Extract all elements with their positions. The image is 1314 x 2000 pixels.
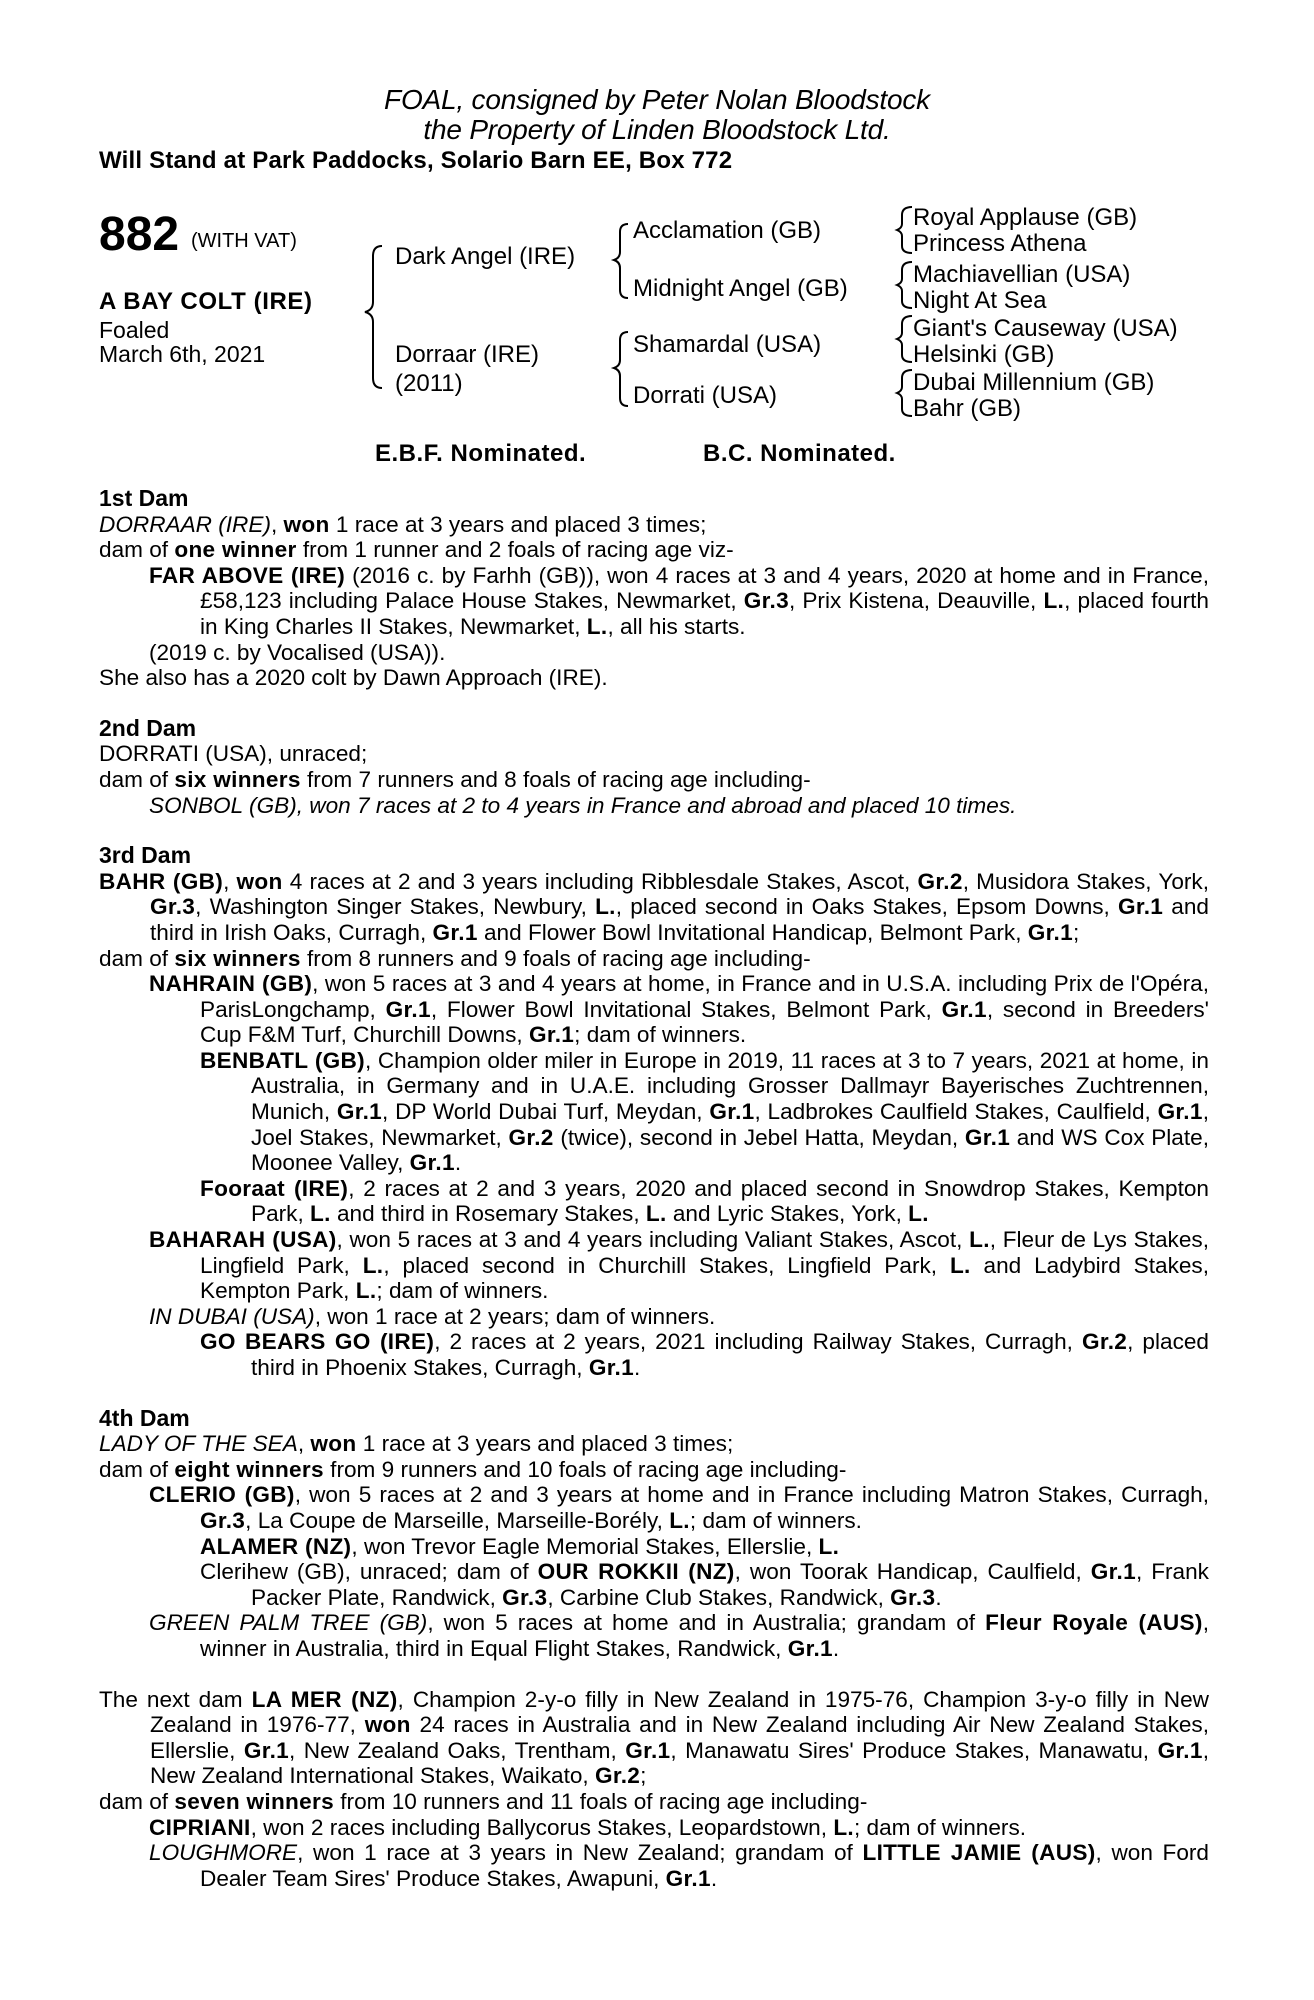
ggp-8: Bahr (GB) bbox=[913, 395, 1022, 422]
produce-entry bbox=[99, 1482, 1209, 1533]
text-run: , winner in Australia, third in Equal Flight Stakes, Randwick, bbox=[200, 1610, 1209, 1661]
ggp-2: Princess Athena bbox=[913, 230, 1087, 257]
produce-entry bbox=[99, 1534, 1209, 1560]
text-run: 4 races at 2 and 3 years including Ribblesdale Stakes, Ascot, bbox=[282, 868, 918, 894]
text-run: , bbox=[223, 868, 237, 894]
bold-run: L. bbox=[669, 1507, 690, 1533]
text-run: , Musidora Stakes, York, bbox=[962, 868, 1209, 894]
bold-run: Gr.1 bbox=[432, 919, 478, 945]
bold-run: Gr.3 bbox=[502, 1584, 548, 1610]
text-run: and Ladybird Stakes, Kempton Park, bbox=[200, 1252, 1210, 1304]
third-dam-line bbox=[99, 869, 1209, 946]
text-run: , bbox=[297, 1431, 311, 1457]
text-run: (2019 c. by Vocalised (USA)). bbox=[149, 639, 446, 665]
text-run: , La Coupe de Marseille, Marseille-Borély, bbox=[245, 1507, 670, 1533]
produce-entry bbox=[99, 1840, 1209, 1891]
text-run: from 8 runners and 9 foals of racing age including- bbox=[300, 945, 811, 971]
text-run: , won 2 races including Ballycorus Stakes, Leopardstown, bbox=[250, 1814, 834, 1840]
bold-run: NAHRAIN (GB) bbox=[149, 971, 313, 997]
text-run: She also has a 2020 colt by Dawn Approach (IRE). bbox=[99, 665, 608, 691]
produce-entry bbox=[99, 563, 1209, 640]
foaled-label: Foaled bbox=[99, 317, 170, 343]
text-run: from 10 runners and 11 foals of racing age including- bbox=[333, 1788, 868, 1814]
bold-run: Gr.1 bbox=[1027, 919, 1073, 945]
text-run: 24 races in Australia and in New Zealand including Air New Zealand Stakes, Ellerslie, bbox=[150, 1712, 1209, 1763]
bold-run: Gr.1 bbox=[964, 1124, 1011, 1150]
text-run: . bbox=[710, 1865, 718, 1891]
property-line: the Property of Linden Bloodstock Ltd. bbox=[423, 114, 891, 145]
ebf-nomination: E.B.F. Nominated. bbox=[375, 440, 587, 467]
produce-entry bbox=[99, 1610, 1209, 1661]
dam-sire: Shamardal (USA) bbox=[633, 331, 822, 358]
text-run: , won 5 races at 3 and 4 years at home, in France and in U.S.A. including Prix de l'Opéra, ParisLongchamp, bbox=[200, 971, 1209, 1022]
text-run: , placed third in Phoenix Stakes, Curragh, bbox=[251, 1329, 1209, 1380]
bold-run: CIPRIANI bbox=[149, 1814, 251, 1840]
bold-run: LA MER (NZ) bbox=[251, 1686, 398, 1712]
text-run: . bbox=[832, 1635, 840, 1661]
fourth-dam-produce bbox=[99, 1457, 1209, 1483]
text-run: , placed fourth in King Charles II Stakes, Newmarket, bbox=[200, 588, 1209, 639]
bold-run: Gr.1 bbox=[588, 1355, 634, 1380]
text-run: , bbox=[270, 511, 284, 537]
dam-dam: Dorrati (USA) bbox=[633, 382, 778, 409]
bold-run: seven winners bbox=[174, 1788, 334, 1814]
text-run: dam of bbox=[99, 1788, 175, 1814]
dam-year: (2011) bbox=[395, 370, 463, 397]
text-run: and third in Rosemary Stakes, bbox=[330, 1201, 646, 1227]
ggp-7: Dubai Millennium (GB) bbox=[913, 369, 1155, 396]
bold-run: GO BEARS GO (IRE) bbox=[200, 1329, 435, 1355]
text-run: . bbox=[935, 1584, 942, 1610]
third-dam-produce bbox=[99, 946, 1209, 972]
text-run: , second in Breeders' Cup F&M Turf, Churchill Downs, bbox=[200, 996, 1209, 1048]
foaled-date: March 6th, 2021 bbox=[99, 341, 266, 367]
text-run: ; bbox=[640, 1763, 647, 1789]
bold-run: Gr.1 bbox=[1117, 894, 1164, 920]
produce-entry bbox=[99, 793, 1209, 819]
second-dam-produce bbox=[99, 767, 1209, 793]
text-run: , won 5 races at 3 and 4 years including Valiant Stakes, Ascot, bbox=[336, 1227, 970, 1253]
bold-run: Fleur Royale (AUS) bbox=[985, 1610, 1203, 1636]
bold-run: one winner bbox=[174, 537, 297, 563]
bold-run: Gr.2 bbox=[917, 868, 963, 894]
bold-run: ALAMER (NZ) bbox=[200, 1533, 352, 1559]
text-run: and Flower Bowl Invitational Handicap, Belmont Park, bbox=[477, 919, 1028, 945]
text-run: Clerihew (GB), unraced; dam of bbox=[200, 1559, 538, 1585]
bold-run: Gr.1 bbox=[1157, 1099, 1203, 1125]
bc-nomination: B.C. Nominated. bbox=[703, 440, 896, 467]
bold-run: BENBATL (GB) bbox=[200, 1047, 365, 1073]
bold-run: Gr.3 bbox=[200, 1507, 246, 1533]
bold-run: CLERIO (GB) bbox=[149, 1482, 295, 1508]
produce-entry bbox=[99, 971, 1209, 1048]
vat-label: (WITH VAT) bbox=[191, 230, 297, 252]
sire-sire: Acclamation (GB) bbox=[633, 217, 822, 244]
text-run: , all his starts. bbox=[607, 613, 746, 639]
third-dam-heading: 3rd Dam bbox=[99, 842, 192, 869]
text-run: , won 1 race at 2 years; dam of winners. bbox=[314, 1303, 716, 1329]
text-run: , placed second in Oaks Stakes, Epsom Downs, bbox=[615, 894, 1118, 920]
bold-run: L. bbox=[818, 1533, 840, 1559]
first-dam-note bbox=[99, 665, 1209, 691]
italic-run: IN DUBAI (USA) bbox=[149, 1303, 315, 1329]
first-dam-heading: 1st Dam bbox=[99, 485, 189, 511]
text-run: ; bbox=[1072, 919, 1080, 945]
bold-run: L. bbox=[1043, 588, 1065, 614]
first-dam-line bbox=[99, 512, 1209, 538]
produce-entry bbox=[99, 640, 1209, 666]
second-dam-heading: 2nd Dam bbox=[99, 714, 197, 741]
text-run: , New Zealand International Stakes, Waikato, bbox=[150, 1737, 1210, 1789]
bold-run: Gr.1 bbox=[243, 1737, 290, 1763]
text-run: dam of bbox=[99, 1456, 175, 1482]
text-run: , Champion 2-y-o filly in New Zealand in 1975-76, Champion 3-y-o filly in New Zealand in 1976-77, bbox=[150, 1686, 1209, 1738]
bold-run: Gr.1 bbox=[1090, 1559, 1136, 1585]
consignor-line: FOAL, consigned by Peter Nolan Bloodstock bbox=[384, 84, 930, 115]
text-run: , Frank Packer Plate, Randwick, bbox=[251, 1559, 1209, 1610]
lot-number: 882 bbox=[99, 208, 180, 261]
sire: Dark Angel (IRE) bbox=[395, 243, 576, 270]
bold-run: LITTLE JAMIE (AUS) bbox=[862, 1840, 1096, 1866]
text-run: , Joel Stakes, Newmarket, bbox=[251, 1099, 1210, 1150]
text-run: dam of bbox=[99, 537, 175, 563]
bold-run: Gr.1 bbox=[625, 1737, 671, 1763]
text-run: , won 5 races at home and in Australia; grandam of bbox=[427, 1610, 986, 1636]
fourth-dam-line bbox=[99, 1431, 1209, 1457]
bold-run: Gr.1 bbox=[409, 1150, 455, 1176]
text-run: . bbox=[634, 1355, 641, 1380]
sire-dam: Midnight Angel (GB) bbox=[633, 275, 848, 302]
text-run: , Carbine Club Stakes, Randwick, bbox=[547, 1584, 891, 1610]
bold-run: L. bbox=[586, 613, 608, 639]
text-run: (2016 c. by Farhh (GB)), won 4 races at 3 and 4 years, 2020 at home and in France, £58,123 including Palace House Stakes, Newmarket, bbox=[200, 562, 1209, 614]
bold-run: eight winners bbox=[174, 1456, 324, 1482]
text-run: , Manawatu Sires' Produce Stakes, Manawatu, bbox=[670, 1737, 1158, 1763]
text-run: dam of bbox=[99, 945, 175, 971]
italic-run: LOUGHMORE bbox=[149, 1840, 298, 1866]
produce-entry bbox=[99, 1176, 1209, 1227]
first-dam-produce bbox=[99, 537, 1209, 563]
bold-run: Gr.1 bbox=[941, 996, 987, 1022]
text-run: . bbox=[454, 1150, 462, 1176]
text-run: , Fleur de Lys Stakes, Lingfield Park, bbox=[200, 1227, 1209, 1278]
bold-run: L. bbox=[362, 1252, 384, 1278]
text-run: (twice), second in Jebel Hatta, Meydan, bbox=[553, 1124, 965, 1150]
bold-run: won bbox=[236, 868, 283, 894]
dam: Dorraar (IRE) bbox=[395, 341, 540, 368]
bold-run: six winners bbox=[174, 945, 301, 971]
bold-run: L. bbox=[645, 1201, 667, 1227]
bold-run: BAHR (GB) bbox=[99, 868, 224, 894]
horse-title: A BAY COLT (IRE) bbox=[99, 288, 313, 315]
bold-run: L. bbox=[833, 1814, 854, 1840]
ggp-4: Night At Sea bbox=[913, 287, 1047, 314]
text-run: ; dam of winners. bbox=[376, 1278, 549, 1304]
bold-run: L. bbox=[355, 1278, 377, 1304]
bold-run: OUR ROKKII (NZ) bbox=[537, 1559, 735, 1585]
text-run: , Flower Bowl Invitational Stakes, Belmont Park, bbox=[430, 996, 942, 1022]
text-run: , won 5 races at 2 and 3 years at home and in France including Matron Stakes, Curragh, bbox=[294, 1482, 1209, 1508]
text-run: 1 race at 3 years and placed 3 times; bbox=[329, 511, 707, 537]
bold-run: won bbox=[283, 511, 330, 537]
text-run: , New Zealand Oaks, Trentham, bbox=[289, 1737, 626, 1763]
produce-record bbox=[99, 486, 1209, 1891]
next-dam-line bbox=[99, 1687, 1209, 1789]
text-run: ; dam of winners. bbox=[574, 1022, 747, 1048]
text-run: ; dam of winners. bbox=[854, 1814, 1027, 1840]
produce-entry bbox=[99, 1559, 1209, 1610]
text-run: , placed second in Churchill Stakes, Lingfield Park, bbox=[383, 1252, 950, 1278]
italic-run: DORRAAR (IRE) bbox=[99, 511, 271, 537]
text-run: , won Toorak Handicap, Caulfield, bbox=[734, 1559, 1091, 1585]
bold-run: L. bbox=[595, 894, 616, 920]
produce-entry bbox=[99, 1815, 1209, 1841]
text-run: from 9 runners and 10 foals of racing age including- bbox=[323, 1456, 847, 1482]
stand-location: Will Stand at Park Paddocks, Solario Barn EE, Box 772 bbox=[99, 147, 733, 174]
bold-run: Gr.2 bbox=[1081, 1329, 1128, 1355]
bold-run: Gr.3 bbox=[150, 894, 196, 920]
bold-run: Gr.1 bbox=[528, 1022, 575, 1048]
next-dam-produce bbox=[99, 1789, 1209, 1815]
bold-run: L. bbox=[969, 1227, 990, 1253]
text-run: and third in Irish Oaks, Curragh, bbox=[150, 894, 1209, 945]
produce-entry bbox=[99, 1304, 1209, 1330]
fourth-dam-heading: 4th Dam bbox=[99, 1404, 190, 1431]
produce-entry bbox=[99, 1227, 1209, 1304]
text-run: , won 1 race at 3 years in New Zealand; grandam of bbox=[297, 1840, 863, 1866]
ggp-1: Royal Applause (GB) bbox=[913, 204, 1138, 231]
text-run: and WS Cox Plate, Moonee Valley, bbox=[251, 1124, 1209, 1176]
text-run: , DP World Dubai Turf, Meydan, bbox=[382, 1099, 710, 1125]
text-run: from 7 runners and 8 foals of racing age including- bbox=[300, 766, 811, 792]
bold-run: L. bbox=[949, 1252, 971, 1278]
italic-run: GREEN PALM TREE (GB) bbox=[149, 1610, 428, 1636]
ggp-3: Machiavellian (USA) bbox=[913, 261, 1131, 288]
text-run: , won Ford Dealer Team Sires' Produce Stakes, Awapuni, bbox=[200, 1840, 1209, 1891]
text-run: and Lyric Stakes, York, bbox=[666, 1201, 909, 1227]
bold-run: Gr.1 bbox=[665, 1865, 711, 1891]
bold-run: L. bbox=[310, 1201, 331, 1227]
italic-run: , won 7 races at 2 to 4 years in France and abroad and placed 10 times. bbox=[296, 792, 1017, 818]
bold-run: Gr.2 bbox=[595, 1763, 641, 1789]
bold-run: Gr.1 bbox=[787, 1635, 833, 1661]
bold-run: Gr.1 bbox=[385, 996, 431, 1022]
produce-entry bbox=[99, 1048, 1209, 1176]
bold-run: won bbox=[364, 1712, 411, 1738]
bold-run: FAR ABOVE (IRE) bbox=[149, 562, 346, 588]
text-run: from 1 runner and 2 foals of racing age viz- bbox=[296, 537, 734, 563]
text-run: 1 race at 3 years and placed 3 times; bbox=[356, 1431, 734, 1457]
text-run: dam of bbox=[99, 766, 175, 792]
text-run: , Prix Kistena, Deauville, bbox=[788, 588, 1044, 614]
text-run: ; dam of winners. bbox=[689, 1507, 862, 1533]
ggp-6: Helsinki (GB) bbox=[913, 341, 1055, 368]
italic-run: LADY OF THE SEA bbox=[99, 1431, 298, 1457]
text-run: , Ladbrokes Caulfield Stakes, Caulfield, bbox=[754, 1099, 1158, 1125]
ggp-5: Giant's Causeway (USA) bbox=[913, 315, 1178, 342]
bold-run: Gr.2 bbox=[508, 1124, 554, 1150]
bold-run: won bbox=[310, 1431, 357, 1457]
bold-run: Fooraat (IRE) bbox=[200, 1175, 349, 1201]
bold-run: Gr.3 bbox=[743, 588, 789, 614]
bold-run: Gr.1 bbox=[1157, 1737, 1203, 1763]
text-run: , 2 races at 2 years, 2021 including Railway Stakes, Curragh, bbox=[434, 1329, 1082, 1355]
bold-run: six winners bbox=[174, 766, 301, 792]
bold-run: Gr.1 bbox=[709, 1099, 755, 1125]
bold-run: Gr.3 bbox=[890, 1584, 936, 1610]
produce-entry bbox=[99, 1329, 1209, 1380]
bold-run: L. bbox=[908, 1201, 929, 1227]
text-run: The next dam bbox=[99, 1686, 252, 1712]
second-dam-line bbox=[99, 741, 1209, 767]
bold-run: BAHARAH (USA) bbox=[149, 1227, 337, 1253]
text-run: , Champion older miler in Europe in 2019, 11 races at 3 to 7 years, 2021 at home, in Australia, in Germany and in U.A.E. including Grosser Dallmayr Bayerisches Zuchtrennen, Munich, bbox=[251, 1047, 1210, 1125]
text-run: , Washington Singer Stakes, Newbury, bbox=[195, 894, 596, 920]
italic-run: SONBOL (GB) bbox=[149, 792, 297, 818]
text-run: DORRATI (USA), unraced; bbox=[99, 741, 368, 767]
bold-run: Gr.1 bbox=[336, 1099, 383, 1125]
text-run: , 2 races at 2 and 3 years, 2020 and placed second in Snowdrop Stakes, Kempton Park, bbox=[251, 1175, 1209, 1227]
text-run: , won Trevor Eagle Memorial Stakes, Ellerslie, bbox=[351, 1533, 819, 1559]
